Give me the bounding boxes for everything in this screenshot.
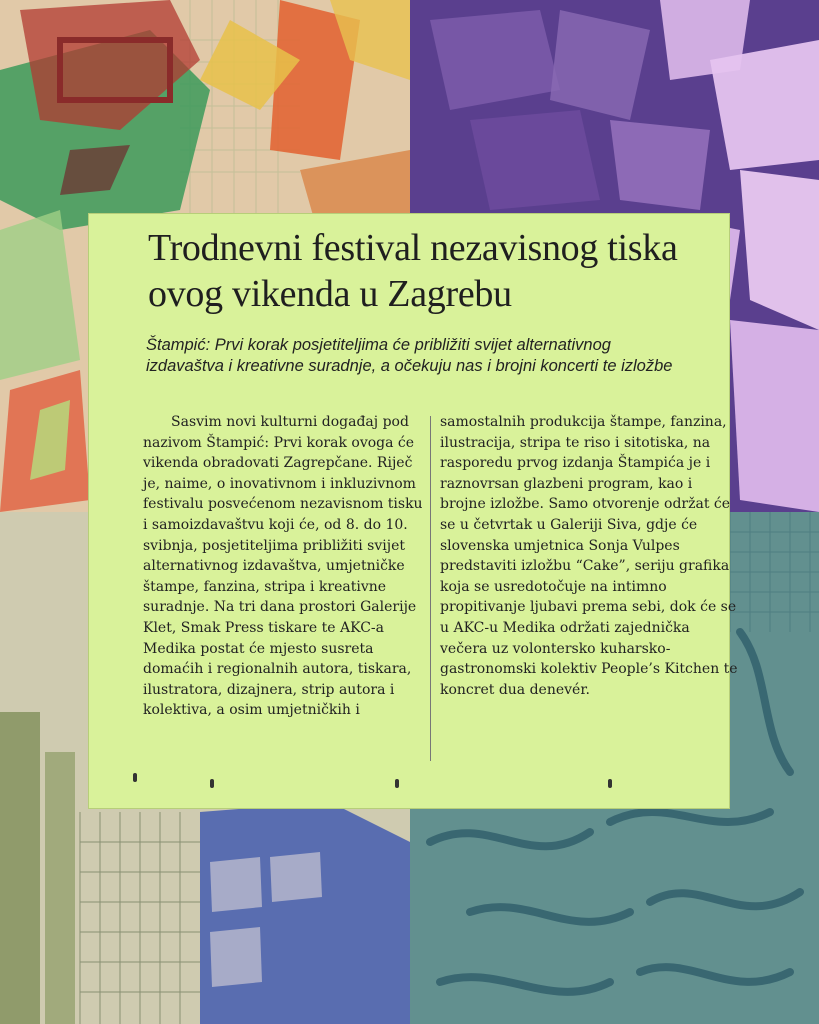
newspaper-clipping [88,213,738,809]
print-mark [133,773,137,782]
print-mark [210,779,214,788]
article-column-right: samostalnih produkcija štampe, fanzina, ilustracija, stripa te riso i sitotiska, na rasporedu prvog izdanja Štampića je i raznovrsan glazbeni program, kao i brojne izložbe. Samo otvorenje održat će se u četvrtak u Galeriji Siva, gdje će slovenska umjetnica Sonja Vulpes predstaviti izložbu “Cake”, seriju grafika koja se usredotočuje na intimno propitivanje ljubavi prema sebi, dok će se u AKC-u Medika održati zajednička večera uz volontersko kuharsko-gastronomski kolektiv People’s Kitchen te koncret dua denevér. [440,414,738,698]
article-subheadline: Štampić: Prvi korak posjetiteljima će približiti svijet alternativnog izdavaštva i kreativne suradnje, a očekuju nas i brojni koncerti te izložbe [146,336,673,375]
print-mark [395,779,399,788]
article-headline: Trodnevni festival nezavisnog tiska ovog vikenda u Zagrebu [148,227,678,315]
column-divider [430,416,431,761]
print-mark [608,779,612,788]
article-column-left: Sasvim novi kulturni događaj pod nazivom Štampić: Prvi korak ovoga će vikenda obradovati Zagrepčane. Riječ je, naime, o inovativnom i inkluzivnom festivalu posvećenom nezavisnom tisku i samoizdavaštvu koji će, od 8. do 10. svibnja, posjetiteljima približiti svijet alternativnog izdavaštva, umjetničke štampe, fanzina, stripa i kreativne suradnje. Na tri dana prostori Galerije Klet, Smak Press tiskare te AKC-a Medika postat će mjesto susreta domaćih i regionalnih autora, tiskara, ilustratora, dizajnera, strip autora i kolektiva, a osim umjetničkih i [143,414,423,719]
